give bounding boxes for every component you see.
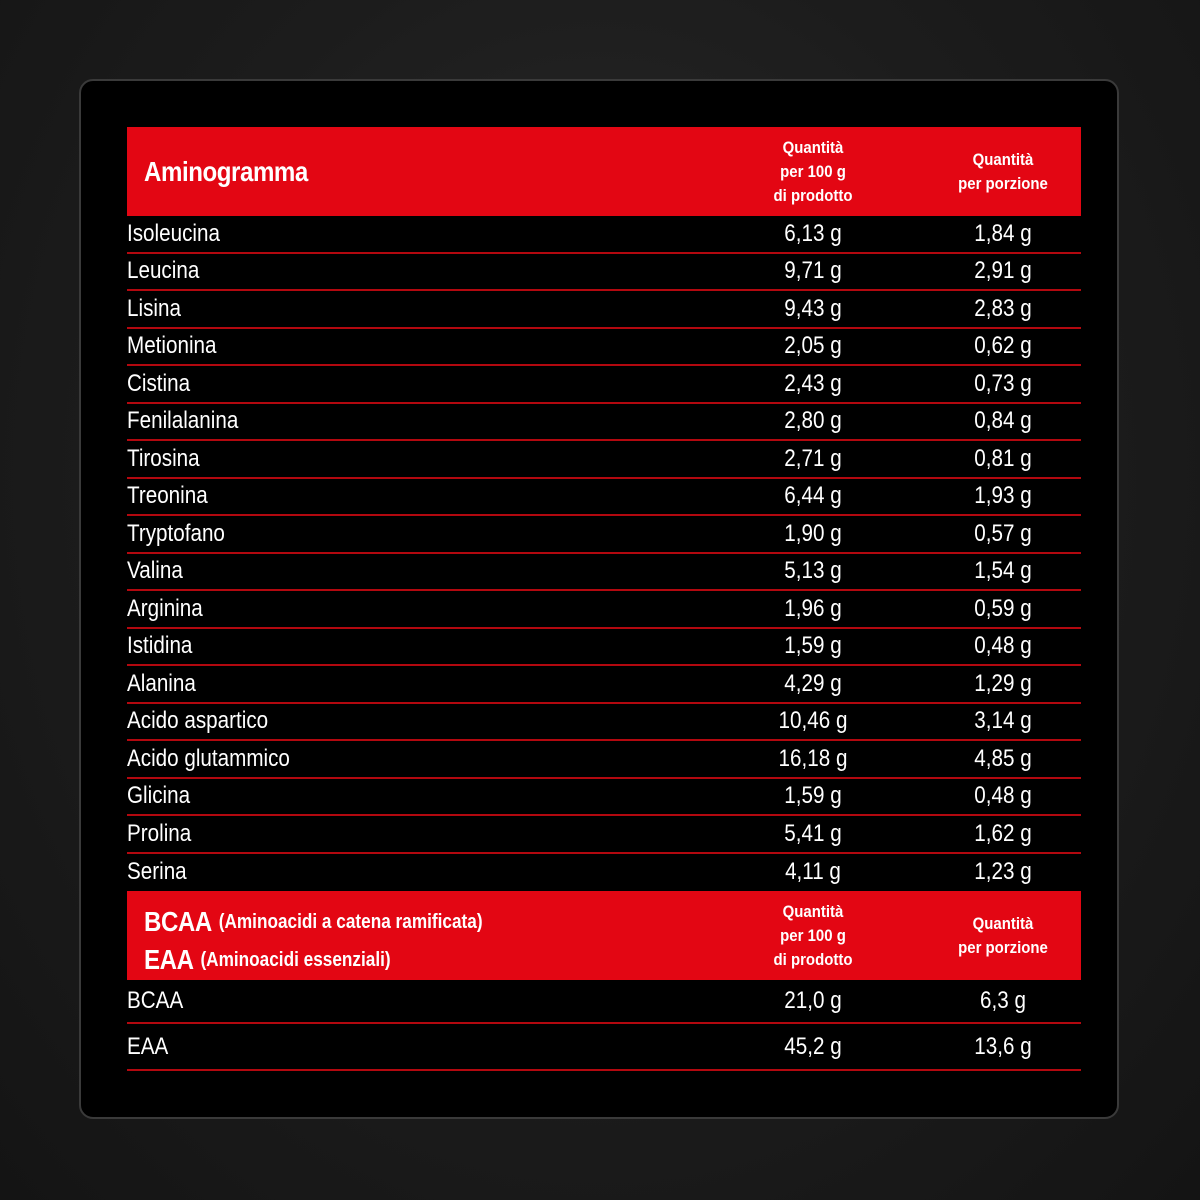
eaa-title: EAA	[144, 944, 194, 975]
value-per-serving: 1,23 g	[974, 858, 1032, 886]
amino-name: Arginina	[127, 594, 203, 622]
amino-name: Istidina	[127, 632, 193, 660]
table-row	[127, 441, 1081, 479]
table-row	[127, 704, 1081, 742]
value-per-100g: 9,71 g	[784, 257, 842, 285]
bcaa-subtitle: (Aminoacidi a catena ramificata)	[218, 910, 483, 933]
value-per-100g: 2,05 g	[784, 332, 842, 360]
value-per-100g: 2,71 g	[784, 444, 842, 472]
bcaa-eaa-rows	[127, 980, 1081, 1071]
value-per-100g: 1,96 g	[784, 594, 842, 622]
amino-name: Acido aspartico	[127, 707, 269, 735]
amino-name: Glicina	[127, 782, 191, 810]
table-row	[127, 554, 1081, 592]
table-row	[127, 329, 1081, 367]
amino-group-name: BCAA	[127, 987, 184, 1014]
bcaa-title: BCAA	[144, 906, 212, 937]
table-row	[127, 1024, 1081, 1071]
value-per-100g: 45,2 g	[784, 1032, 842, 1060]
value-per-serving: 0,73 g	[974, 369, 1032, 397]
value-per-100g: 16,18 g	[778, 744, 848, 772]
aminogram-table	[127, 127, 1081, 1071]
amino-name: Lisina	[127, 294, 181, 322]
value-per-serving: 2,91 g	[974, 257, 1032, 285]
amino-name: Prolina	[127, 819, 192, 847]
table-row	[127, 366, 1081, 404]
table-row	[127, 291, 1081, 329]
aminogram-header	[127, 127, 1081, 216]
value-per-serving: 0,62 g	[974, 332, 1032, 360]
value-per-serving: 1,62 g	[974, 819, 1032, 847]
value-per-100g: 5,41 g	[784, 819, 842, 847]
table-row	[127, 591, 1081, 629]
value-per-serving: 1,29 g	[974, 669, 1032, 697]
aminogram-rows	[127, 216, 1081, 891]
table-row	[127, 404, 1081, 442]
value-per-100g: 6,13 g	[784, 219, 842, 247]
aminogram-title: Aminogramma	[144, 155, 308, 187]
table-row	[127, 980, 1081, 1024]
header-per-100g: Quantità per 100 g di prodotto	[773, 137, 853, 205]
table-row	[127, 779, 1081, 817]
value-per-100g: 1,59 g	[784, 782, 842, 810]
bcaa-eaa-header	[127, 891, 1081, 980]
table-row	[127, 816, 1081, 854]
value-per-serving: 13,6 g	[974, 1032, 1032, 1060]
value-per-100g: 21,0 g	[784, 987, 842, 1014]
value-per-serving: 1,93 g	[974, 482, 1032, 510]
amino-name: Treonina	[127, 482, 208, 510]
value-per-serving: 1,54 g	[974, 557, 1032, 585]
value-per-serving: 6,3 g	[980, 987, 1026, 1014]
table-row	[127, 216, 1081, 254]
value-per-serving: 0,59 g	[974, 594, 1032, 622]
value-per-serving: 0,57 g	[974, 519, 1032, 547]
amino-name: Leucina	[127, 257, 200, 285]
value-per-100g: 2,80 g	[784, 407, 842, 435]
value-per-100g: 9,43 g	[784, 294, 842, 322]
amino-name: Acido glutammico	[127, 744, 290, 772]
value-per-100g: 2,43 g	[784, 369, 842, 397]
value-per-serving: 3,14 g	[974, 707, 1032, 735]
amino-group-name: EAA	[127, 1032, 169, 1060]
table-row	[127, 741, 1081, 779]
amino-name: Cistina	[127, 369, 191, 397]
amino-name: Fenilalanina	[127, 407, 239, 435]
value-per-100g: 6,44 g	[784, 482, 842, 510]
value-per-100g: 10,46 g	[778, 707, 848, 735]
table-row	[127, 629, 1081, 667]
eaa-subtitle: (Aminoacidi essenziali)	[200, 948, 391, 971]
value-per-serving: 4,85 g	[974, 744, 1032, 772]
amino-name: Serina	[127, 858, 187, 886]
table-row	[127, 666, 1081, 704]
table-row	[127, 254, 1081, 292]
amino-name: Metionina	[127, 332, 217, 360]
header-per-serving: Quantità per porzione	[958, 149, 1048, 193]
value-per-serving: 0,84 g	[974, 407, 1032, 435]
amino-name: Valina	[127, 557, 183, 585]
amino-name: Tryptofano	[127, 519, 225, 547]
header-per-100g: Quantità per 100 g di prodotto	[773, 901, 853, 969]
table-row	[127, 516, 1081, 554]
value-per-100g: 1,90 g	[784, 519, 842, 547]
table-row	[127, 479, 1081, 517]
bcaa-eaa-titles	[144, 903, 483, 979]
amino-name: Tirosina	[127, 444, 200, 472]
header-per-serving: Quantità per porzione	[958, 913, 1048, 957]
amino-name: Alanina	[127, 669, 196, 697]
value-per-serving: 1,84 g	[974, 219, 1032, 247]
value-per-serving: 0,81 g	[974, 444, 1032, 472]
value-per-100g: 5,13 g	[784, 557, 842, 585]
value-per-serving: 0,48 g	[974, 632, 1032, 660]
nutrition-panel	[79, 79, 1119, 1119]
amino-name: Isoleucina	[127, 219, 220, 247]
value-per-100g: 1,59 g	[784, 632, 842, 660]
value-per-100g: 4,11 g	[785, 858, 841, 886]
value-per-serving: 2,83 g	[974, 294, 1032, 322]
value-per-100g: 4,29 g	[784, 669, 842, 697]
table-row	[127, 854, 1081, 892]
value-per-serving: 0,48 g	[974, 782, 1032, 810]
